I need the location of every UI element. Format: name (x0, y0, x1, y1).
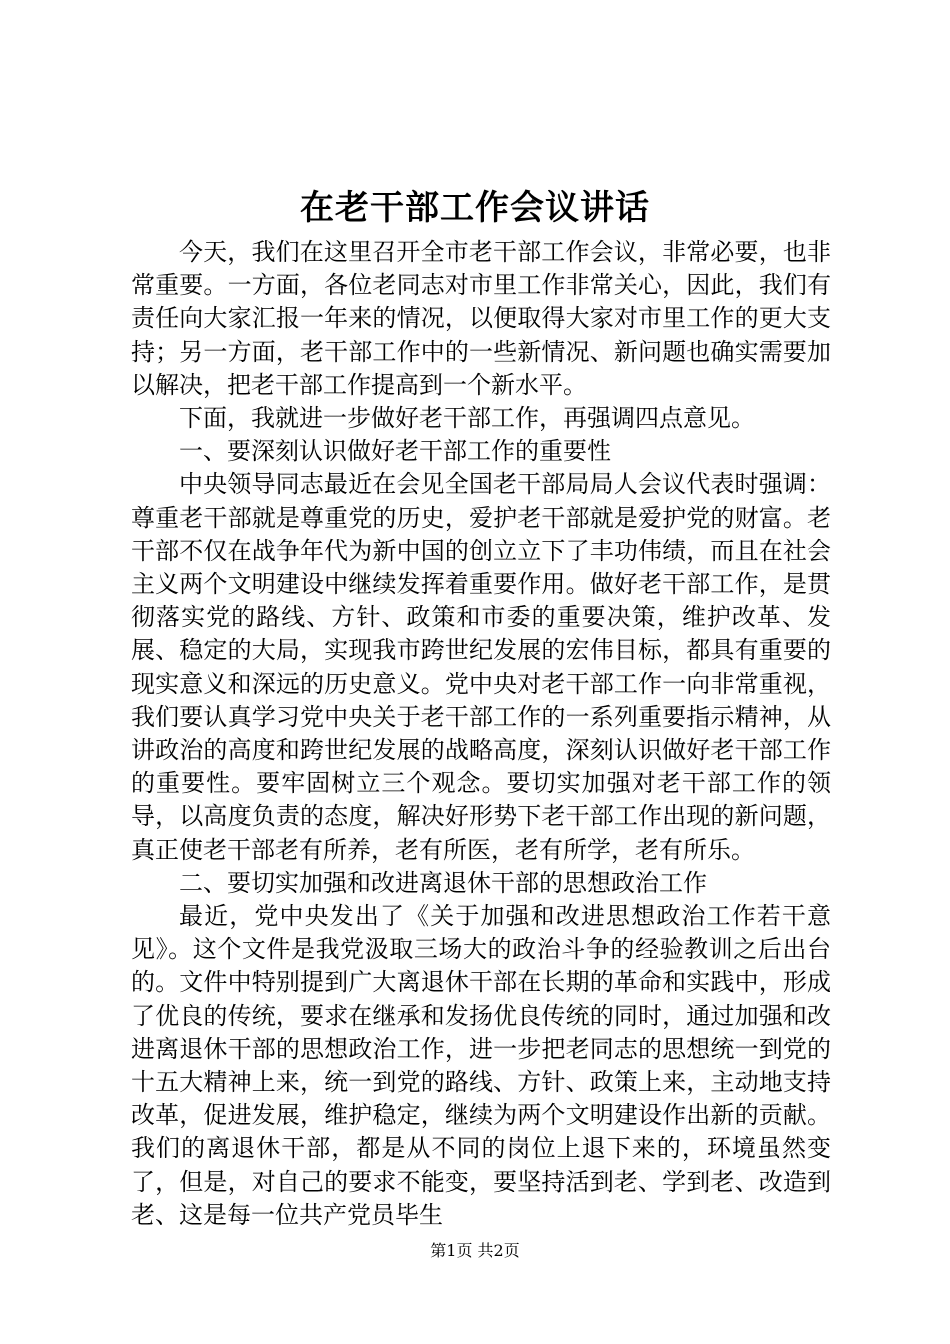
document-body (131, 236, 831, 1232)
section-heading-2: 二、要切实加强和改进离退休干部的思想政治工作 (179, 868, 707, 897)
document-title: 在老干部工作会议讲话 (300, 188, 650, 228)
section-heading-1: 一、要深刻认识做好老干部工作的重要性 (179, 437, 611, 466)
paragraph-four-points: 下面，我就进一步做好老干部工作，再强调四点意见。 (179, 404, 755, 433)
paragraph-section-1: 中央领导同志最近在会见全国老干部局局人会议代表时强调：尊重老干部就是尊重党的历史，爱护老干部就是爱护党的财富。老干部不仅在战争年代为新中国的创立立下了丰功伟绩，而且在社会主义两个文明建设中继续发挥着重要作用。做好老干部工作，是贯彻落实党的路线、方针、政策和市委的重要决策，维护改革、发展、稳定的大局，实现我市跨世纪发展的宏伟目标，都具有重要的现实意义和深远的历史意义。党中央对老干部工作一向非常重视，我们要认真学习党中央关于老干部工作的一系列重要指示精神，从讲政治的高度和跨世纪发展的战略高度，深刻认识做好老干部工作的重要性。要牢固树立三个观念。要切实加强对老干部工作的领导，以高度负责的态度，解决好形势下老干部工作出现的新问题，真正使老干部老有所养，老有所医，老有所学，老有所乐。 (131, 470, 831, 864)
paragraph-section-2: 最近，党中央发出了《关于加强和改进思想政治工作若干意见》。这个文件是我党汲取三场大的政治斗争的经验教训之后出台的。文件中特别提到广大离退休干部在长期的革命和实践中，形成了优良的传统，要求在继承和发扬优良传统的同时，通过加强和改进离退休干部的思想政治工作，进一步把老同志的思想统一到党的十五大精神上来，统一到党的路线、方针、政策上来，主动地支持改革，促进发展，维护稳定，继续为两个文明建设作出新的贡献。我们的离退休干部，都是从不同的岗位上退下来的，环境虽然变了，但是，对自己的要求不能变，要坚持活到老、学到老、改造到老、这是每一位共产党员毕生 (131, 902, 831, 1229)
paragraph-intro: 今天，我们在这里召开全市老干部工作会议，非常必要，也非常重要。一方面，各位老同志对市里工作非常关心，因此，我们有责任向大家汇报一年来的情况，以便取得大家对市里工作的更大支持；另一方面，老干部工作中的一些新情况、新问题也确实需要加以解决，把老干部工作提高到一个新水平。 (131, 238, 831, 399)
page-footer: 第1页 共2页 (430, 1241, 520, 1260)
